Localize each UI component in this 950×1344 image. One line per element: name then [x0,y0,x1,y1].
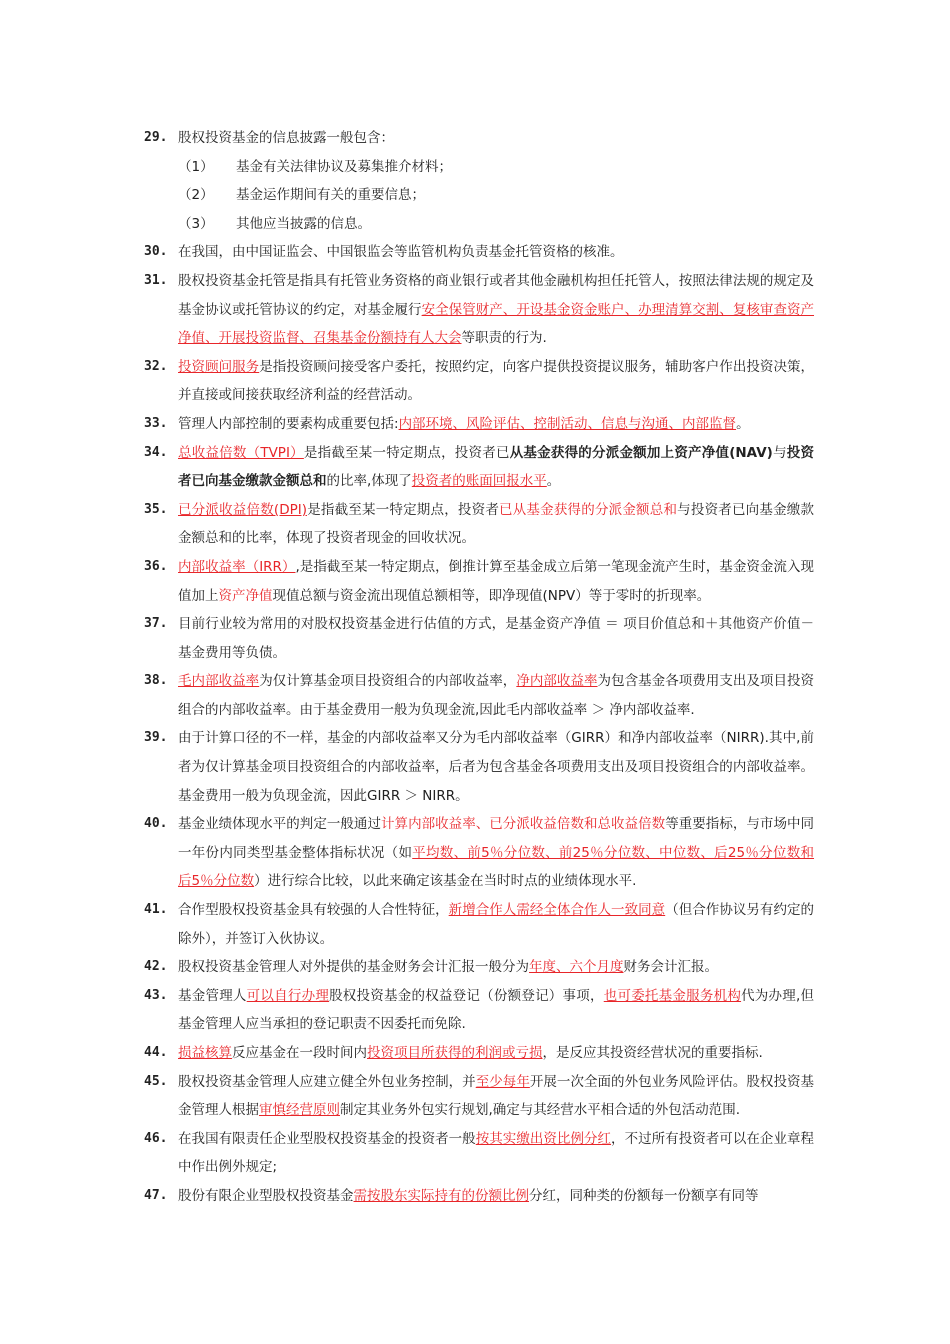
text-segment: ，不过所有投资者可以在企业章程中作出例外规定; [178,1130,815,1176]
text-segment: 等职责的行为. [461,330,547,347]
item-text [178,273,814,346]
highlighted-term: 投资项目所获得的利润或亏损 [367,1045,543,1061]
item-text [178,445,814,490]
item-text [178,1188,759,1204]
text-segment: 股权投资基金的权益登记（份额登记）事项， [329,987,604,1004]
item-text [178,559,814,604]
text-segment: 分红，同种类的份额每一份额享有同等 [529,1187,759,1204]
item-text [178,502,814,547]
item-number: 37. [144,616,168,632]
item-number: 32. [144,358,168,374]
item-number: 43. [144,987,168,1003]
item-text [178,244,624,260]
highlighted-term: 按其实缴出资比例分红 [475,1130,612,1147]
item-number: 33. [144,415,168,431]
item-number: 38. [144,673,168,689]
list-item [144,1125,814,1182]
sub-item-text: 基金有关法律协议及募集推介材料； [236,158,452,175]
text-segment: 等重要指标，与市场中同一年份内同类型基金整体指标状况（如 [178,816,815,861]
sub-item [144,153,814,182]
text-segment: 为仅计算基金项目投资组合的内部收益率， [259,673,517,690]
bold-term: 从基金获得的分派金额加上资产净值(NAV) [509,444,773,461]
list-item [144,496,814,553]
highlighted-term: 内部收益率（IRR） [178,558,296,575]
text-segment: ）进行综合比较，以此来确定该基金在当时时点的业绩体现水平. [254,873,637,890]
list-item [144,124,814,238]
list-item [144,610,814,667]
list-item [144,1068,814,1125]
sub-item-marker: （2） [178,187,214,204]
highlighted-term: 也可委托基金服务机构 [603,987,742,1004]
sub-item [144,210,814,239]
highlighted-term: 可以自行办理 [246,987,330,1004]
item-text [178,1045,763,1061]
list-item [144,953,814,982]
text-segment: 在我国有限责任企业型股权投资基金的投资者一般 [178,1130,476,1147]
text-segment: 与 [772,444,787,461]
text-segment: 。 [736,415,750,432]
list-item [144,724,814,810]
text-segment: 现值总额与资金流出现值总额相等，即净现值(NPV）等于零时的折现率。 [272,587,711,604]
highlighted-term: 总收益倍数（TVPI） [178,444,304,461]
list-item [144,238,814,267]
highlighted-term: 净内部收益率 [516,673,598,690]
text-segment: ,是指截至某一特定期点，倒推计算至基金成立后第一笔现金流产生时，基金资金流入现值加上 [178,558,814,604]
text-segment: 由于计算口径的不一样，基金的内部收益率又分为毛内部收益率（GIRR）和净内部收益率（NIRR).其中,前者为仅计算基金项目投资组合的内部收益率，后者为包含基金各项费用支出及项目投资组合的内部收益率。基金费用一般为负现金流，因此GIRR ＞ NIRR。 [178,730,814,804]
item-text [178,673,814,718]
text-segment: 股权投资基金管理人应建立健全外包业务控制，并 [178,1073,476,1090]
item-number: 39. [144,730,168,746]
list-item [144,553,814,610]
red-term: 计算内部收益率、已分派收益倍数和总收益倍数 [381,816,666,833]
text-segment: （但合作协议另有约定的除外），并签订入伙协议。 [178,902,815,947]
item-number: 34. [144,444,168,460]
text-segment: 代为办理,但基金管理人应当承担的登记职责不因委托而免除. [178,987,815,1033]
item-text [178,816,814,889]
text-segment: 是指截至某一特定期点，投资者 [306,501,500,518]
item-number: 47. [144,1187,168,1203]
sub-item-text: 其他应当披露的信息。 [236,215,371,232]
highlighted-term: 内部环境、风险评估、控制活动、信息与沟通、内部监督 [398,415,737,432]
item-text [178,1131,814,1176]
text-segment: 是指截至某一特定期点，投资者已 [303,444,510,461]
sub-item [144,181,814,210]
highlighted-term: 至少每年 [475,1073,530,1090]
list-item [144,1039,814,1068]
text-segment: 。 [546,473,561,490]
text-segment: 基金业绩体现水平的判定一般通过 [178,816,381,833]
list-item [144,982,814,1039]
item-number: 42. [144,959,168,975]
item-number: 41. [144,902,168,918]
list-item [144,410,814,439]
item-number: 31. [144,272,168,288]
highlighted-term: 需按股东实际持有的份额比例 [353,1187,529,1204]
highlighted-term: 投资者的账面回报水平 [411,473,547,490]
item-text [178,902,814,947]
text-segment: 目前行业较为常用的对股权投资基金进行估值的方式，是基金资产净值 ＝ 项目价值总和＋其他资产价值－基金费用等负债。 [178,616,814,661]
highlighted-term: 平均数、前5％分位数、前25％分位数、中位数、后25％分位数和后5％分位数 [178,844,815,890]
highlighted-term: 投资顾问服务 [178,358,260,375]
numbered-list [144,124,814,1211]
list-item [144,267,814,353]
list-item [144,667,814,724]
text-segment: 股权投资基金管理人对外提供的基金财务会计汇报一般分为 [178,959,529,976]
text-segment: 制定其业务外包实行规划,确定与其经营水平相合适的外包活动范围. [340,1102,741,1119]
text-segment: 基金管理人 [178,987,247,1004]
highlighted-term: 毛内部收益率 [178,673,260,690]
highlighted-term: 安全保管财产、开设基金资金账户、办理清算交割、复核审查资产净值、开展投资监督、召集基金份额持有人大会 [178,301,815,347]
item-number: 36. [144,558,168,574]
text-segment: 管理人内部控制的要素构成重要包括: [178,415,399,432]
text-segment: 财务会计汇报。 [623,959,718,976]
sub-item-marker: （3） [178,215,214,232]
red-term: 已从基金获得的分派金额总和 [499,501,678,518]
sub-item-marker: （1） [178,158,214,175]
item-text [178,1074,814,1119]
item-number: 35. [144,501,168,517]
text-segment: 股权投资基金的信息披露一般包含： [178,130,394,146]
item-number: 46. [144,1130,168,1146]
item-text [178,416,750,432]
list-item [144,810,814,896]
list-item [144,896,814,953]
item-number: 44. [144,1045,168,1060]
item-number: 40. [144,816,168,832]
highlighted-term: 审慎经营原则 [259,1102,340,1119]
list-item [144,353,814,410]
item-number: 29. [144,130,168,145]
list-item [144,439,814,496]
item-number: 45. [144,1073,168,1089]
item-text [178,616,814,661]
bold-term: 投资者已向基金缴款金额总和 [178,444,815,490]
sub-item-text: 基金运作期间有关的重要信息； [236,187,425,204]
item-text [178,359,814,404]
text-segment: 开展一次全面的外包业务风险评估。股权投资基金管理人根据 [178,1073,815,1119]
text-segment: 股权投资基金托管是指具有托管业务资格的商业银行或者其他金融机构担任托管人，按照法律法规的规定及基金协议或托管协议的约定，对基金履行 [178,272,814,318]
item-text [178,988,814,1033]
red-term: 资产净值 [218,587,273,604]
text-segment: 合作型股权投资基金具有较强的人合性特征， [178,902,449,919]
text-segment: ，是反应其投资经营状况的重要指标. [542,1045,763,1061]
text-segment: 的比率,体现了 [326,473,412,490]
text-segment: 在我国，由中国证监会、中国银监会等监管机构负责基金托管资格的核准。 [178,244,624,261]
highlighted-term: 损益核算 [178,1045,232,1061]
text-segment: 是指投资顾问接受客户委托，按照约定，向客户提供投资提议服务，辅助客户作出投资决策，并直接或间接获取经济利益的经营活动。 [178,358,815,404]
text-segment: 与投资者已向基金缴款金额总和的比率，体现了投资者现金的回收状况。 [178,501,814,547]
item-text [178,730,814,803]
highlighted-term: 年度、六个月度 [529,959,624,976]
text-segment: 为包含基金各项费用支出及项目投资组合的内部收益率。由于基金费用一般为负现金流,因此毛内部收益率 ＞ 净内部收益率. [178,673,815,718]
text-segment: 反应基金在一段时间内 [232,1045,367,1061]
highlighted-term: 新增合作人需经全体合作人一致同意 [448,902,666,919]
item-number: 30. [144,244,168,260]
list-item [144,1182,814,1211]
text-segment: 股份有限企业型股权投资基金 [178,1187,354,1204]
item-text [178,130,394,146]
highlighted-term: 已分派收益倍数(DPI) [178,501,307,518]
item-text [178,959,718,975]
